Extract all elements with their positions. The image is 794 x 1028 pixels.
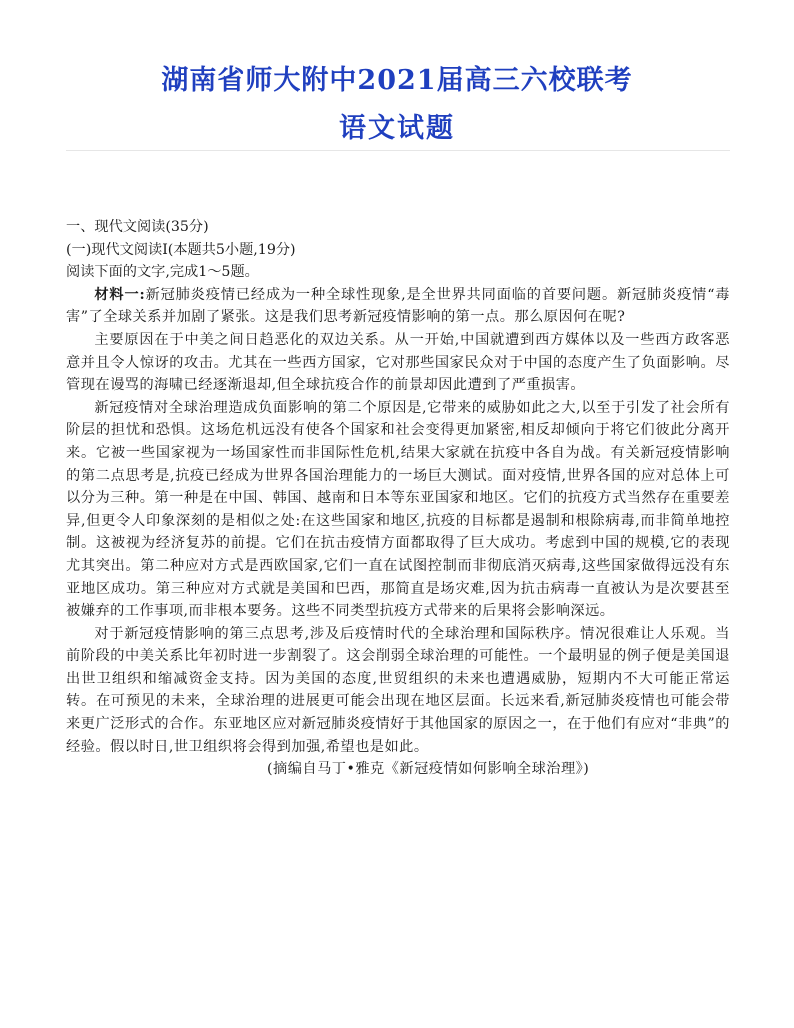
material-paragraph-4: 对于新冠疫情影响的第三点思考,涉及后疫情时代的全球治理和国际秩序。情况很难让人乐观。当前阶段的中美关系比年初时进一步割裂了。这会削弱全球治理的可能性。一个最明显的例子便是美国退出世卫组织和缩减资金支持。因为美国的态度,世贸组织的未来也遭遇威胁，短期内不大可能正常运转。在可预见的未来，全球治理的进展更可能会出现在地区层面。长远来看,新冠肺炎疫情也可能会带来更广泛形式的合作。东亚地区应对新冠肺炎疫情好于其他国家的原因之一，在于他们有应对“非典”的经验。假以时日,世卫组织将会得到加强,希望也是如此。 <box>66 625 730 755</box>
material-source: (摘编自马丁•雅克《新冠疫情如何影响全球治理》) <box>267 761 590 778</box>
section-subheading: (一)现代文阅读Ⅰ(本题共5小题,19分) <box>66 241 296 258</box>
material-paragraph-1-text: 新冠肺炎疫情已经成为一种全球性现象,是全世界共同面临的首要问题。新冠肺炎疫情“毒害”了全球关系并加剧了紧张。这是我们思考新冠疫情影响的第一点。那么原因何在呢? <box>66 286 730 326</box>
material-paragraph-2: 主要原因在于中美之间日趋恶化的双边关系。从一开始,中国就遭到西方媒体以及一些西方政客恶意并且令人惊讶的攻击。尤其在一些西方国家，它对那些国家民众对于中国的态度产生了负面影响。尽管现在谩骂的海啸已经逐渐退却,但全球抗疫合作的前景却因此遭到了严重损害。 <box>66 331 730 394</box>
exam-content <box>66 216 730 781</box>
material-lead-label: 材料一: <box>94 286 146 303</box>
exam-subtitle: 语文试题 <box>339 113 455 144</box>
exam-title: 湖南省师大附中2021届高三六校联考 <box>161 65 633 96</box>
reading-instruction: 阅读下面的文字,完成1～5题。 <box>66 264 259 281</box>
material-paragraph-3: 新冠疫情对全球治理造成负面影响的第二个原因是,它带来的威胁如此之大,以至于引发了社会所有阶层的担忧和恐惧。这场危机远没有使各个国家和社会变得更加紧密,相反却倾向于将它们彼此分离开来。它被一些国家视为一场国家性而非国际性危机,结果大家就在抗疫中各自为战。有关新冠疫情影响的第二点思考是,抗疫已经成为世界各国治理能力的一场巨大测试。面对疫情,世界各国的应对总体上可以分为三种。第一种是在中国、韩国、越南和日本等东亚国家和地区。它们的抗疫方式当然存在重要差异,但更令人印象深刻的是相似之处:在这些国家和地区,抗疫的目标都是遏制和根除病毒,而非简单地控制。这被视为经济复苏的前提。它们在抗击疫情方面都取得了巨大成功。考虑到中国的规模,它的表现尤其突出。第二种应对方式是西欧国家,它们一直在试图控制而非彻底消灭病毒,这些国家做得远没有东亚地区成功。第三种应对方式就是美国和巴西，那简直是场灾难,因为抗击病毒一直被认为是次要甚至被嫌弃的工作事项,而非根本要务。这些不同类型抗疫方式带来的后果将会影响深远。 <box>66 399 730 620</box>
section-heading: 一、现代文阅读(35分) <box>66 219 209 235</box>
material-paragraph-1 <box>66 284 730 329</box>
header-divider <box>66 150 730 151</box>
